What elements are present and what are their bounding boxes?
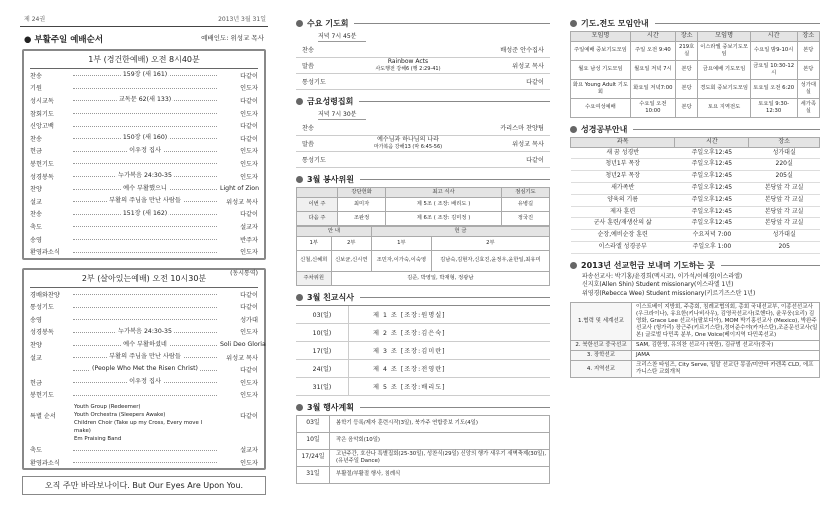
order-detail <box>73 134 217 142</box>
missionaries-list <box>570 273 820 299</box>
bible-row <box>571 182 820 194</box>
order-detail-text: 예수 부활하셨네 <box>123 340 167 348</box>
bible-row <box>571 218 820 230</box>
missionary-line: 신지호(Allen Shin) Student missionary(이스라엘 1년) <box>582 281 734 289</box>
meetings-row <box>571 41 820 60</box>
meetings-header: 시간 <box>750 32 797 42</box>
order-detail <box>73 238 217 240</box>
order-leader: 인도자 <box>240 392 258 400</box>
mission-row <box>571 361 820 378</box>
order-detail <box>73 461 217 463</box>
service2-title: 2부 (살아있는예배) 오전 10시30분 (동시통역) <box>30 270 258 288</box>
bible-cell: 주일오후12:45 <box>675 194 749 206</box>
order-leader: 인도자 <box>240 329 258 337</box>
event-row <box>297 415 550 432</box>
issue-date: 2013년 3월 31일 <box>218 16 266 23</box>
sermon-title: Rainbow Acts <box>387 58 429 65</box>
column-worship-order <box>20 0 268 495</box>
order-label: 설교 <box>30 354 42 362</box>
order-label: 성경봉독 <box>30 173 54 181</box>
order-label: 찬양 <box>30 186 42 194</box>
event-desc: 봄학기 등록/제자 훈련시작(3일), 북가주 연합중보 기도(4일) <box>330 415 550 432</box>
meetings-cell: 성가대실 <box>797 79 819 98</box>
meetings-cell: 본당 <box>797 41 819 60</box>
bible-cell: 본당앞 각 교실 <box>749 194 820 206</box>
order-detail-text: 151장 (새 162) <box>122 209 168 217</box>
worship-order-row <box>24 182 264 195</box>
meeting-label: 통성기도 <box>302 157 326 164</box>
meal-team: 제 1 조 [조장:원명실] <box>373 311 446 319</box>
order-leader: 다같이 <box>240 367 258 375</box>
bible-row <box>571 159 820 171</box>
bible-cell: 주일오후12:45 <box>675 147 749 159</box>
meeting-row <box>296 58 550 74</box>
event-date: 31일 <box>297 466 330 483</box>
order-leader: 다같이 <box>240 291 258 299</box>
order-leader: 인도자 <box>240 110 258 118</box>
meeting-row <box>296 152 550 168</box>
bible-cell: 주일오후12:45 <box>675 182 749 194</box>
meetings-section-title: 기도.전도 모임안내 <box>570 18 820 29</box>
meal-date: 03(일) <box>296 306 349 323</box>
meal-row <box>296 342 550 360</box>
fri-rows <box>296 120 550 168</box>
order-detail <box>73 340 217 348</box>
meetings-table <box>570 31 820 118</box>
meeting-label: 말씀 <box>302 63 314 70</box>
order-leader: Light of Zion <box>220 185 260 193</box>
order-leader: 위성교 목사 <box>226 198 258 206</box>
bible-study-table <box>570 137 820 254</box>
mission-section-title: 2013년 선교헌금 보내며 기도하는 곳 <box>570 260 820 271</box>
bible-header: 장소 <box>749 137 820 147</box>
order-detail <box>73 449 217 451</box>
usher-table: 안 내 헌 금 1부 2부 1부 2부 신철,신혜희 신보균,신시연 조민자,이가숙,이숙영 김남숙,김현자,신효진,윤정우,윤한일,최유미 주차위원 김준, 박영일, 박재형, 정광남 <box>296 226 550 286</box>
meeting-label: 찬송 <box>302 47 314 54</box>
order-detail <box>73 251 217 253</box>
meeting-leader: 다같이 <box>526 79 544 86</box>
meal-date: 10(일) <box>296 324 349 341</box>
bible-cell: 주일오후12:45 <box>675 206 749 218</box>
worship-order-row <box>24 119 264 132</box>
meeting-leader: 카리스마 찬양팀 <box>500 125 544 132</box>
bible-cell: 군사 훈련/재생산의 삶 <box>571 218 675 230</box>
meetings-header: 모임명 <box>571 32 631 42</box>
order-detail <box>73 197 217 205</box>
meetings-cell: 본당 <box>675 79 698 98</box>
meetings-header: 장소 <box>797 32 819 42</box>
worship-order-row <box>24 157 264 170</box>
bible-cell: 주일오후12:45 <box>675 159 749 171</box>
order-detail <box>73 172 217 180</box>
meetings-cell: 본당 <box>797 60 819 79</box>
worship-order-row <box>24 326 264 339</box>
meetings-cell: 화요 Young Adult 기도회 <box>571 79 631 98</box>
meal-date: 24(일) <box>296 360 349 377</box>
worship-order-row <box>24 107 264 120</box>
fri-section-title: 금요성령집회 <box>296 96 550 107</box>
order-detail <box>73 112 217 114</box>
order-detail <box>73 225 217 227</box>
event-desc: 고난주간, 호산나 특별집회(25-30일), 성찬식(29일) 신앙의 행가 새우기 새벽축제(30일), (유년주일 Dance) <box>330 449 550 466</box>
meal-row <box>296 306 550 324</box>
order-detail <box>73 394 217 396</box>
order-leader: 인도자 <box>240 160 258 168</box>
issue-number: 제 24권 <box>24 16 46 23</box>
order-detail-text: 예수 부활했으니 <box>123 184 167 192</box>
worship-order-row <box>24 82 264 95</box>
bible-cell: 이스라엘 성경공부 <box>571 241 675 253</box>
order-label: 축도 <box>30 447 42 455</box>
mission-table <box>570 302 820 378</box>
meetings-header: 시간 <box>630 32 675 42</box>
order-detail-text: 159장 (새 161) <box>122 71 168 79</box>
meal-team: 제 2 조 [조장:김은숙] <box>373 329 446 337</box>
column-info <box>570 0 820 378</box>
meal-team: 제 5 조 [조장:배리도] <box>373 383 446 391</box>
meeting-row <box>296 136 550 152</box>
order-detail <box>73 293 217 295</box>
meeting-label: 찬송 <box>302 125 314 132</box>
volunteer-table: 강단헌화 최고 식사 점심기도 이번 주 최미자 제 5조 ( 조장: 배리도 ) 유병길 다음 주 조완정 제 6조 ( 조장: 김미정 ) 정국진 <box>296 187 550 226</box>
order-detail <box>73 318 217 320</box>
motto-banner: 오직 주만 바라보나이다. But Our Eyes Are Upon You. <box>22 476 266 495</box>
event-row <box>297 466 550 483</box>
worship-order-row <box>24 288 264 301</box>
sermon-passage: 마가복음 강해13 (막 6:45-56) <box>373 143 443 150</box>
fri-time: 저녁 7시 30분 <box>318 109 366 120</box>
event-date: 03일 <box>297 415 330 432</box>
meal-list <box>296 305 550 396</box>
event-date: 10일 <box>297 432 330 449</box>
order-label: 경배와찬양 <box>30 291 60 299</box>
wed-time: 저녁 7시 45분 <box>318 31 366 42</box>
order-detail-text: 누가복음 24:30-35 <box>118 172 172 180</box>
meal-team: 제 4 조 [조장:전영란] <box>373 365 446 373</box>
mission-list: 크리스찬 타임즈, City Serve, 일알 선교단 몽골/미얀마 카렌족 CLD, 에프가니스탄 교회개척 <box>632 361 820 378</box>
meetings-row <box>571 98 820 117</box>
worship-order-row <box>24 443 264 456</box>
worship-order-row <box>24 208 264 221</box>
missionary-line: 파송선교사: 박기홍/윤경희(멕시코), 이가석/이해경(이스라엘) <box>582 272 743 280</box>
meetings-cell: 월요일 저녁 7시 <box>630 60 675 79</box>
worship-order-row <box>24 69 264 82</box>
events-table <box>296 415 550 484</box>
bible-row <box>571 206 820 218</box>
meetings-row <box>571 79 820 98</box>
bible-cell: 수요저녁 7:00 <box>675 230 749 242</box>
order-detail-text: 이우정 집사 <box>129 378 161 386</box>
order-detail <box>73 87 217 89</box>
bible-row <box>571 230 820 242</box>
column-meetings <box>296 0 550 484</box>
bible-cell: 220실 <box>749 159 820 171</box>
bible-cell: 본당앞 각 교실 <box>749 206 820 218</box>
meeting-leader: 다같이 <box>526 157 544 164</box>
event-date: 17/24일 <box>297 449 330 466</box>
meeting-row <box>296 74 550 90</box>
bible-header: 과목 <box>571 137 675 147</box>
worship-order-row <box>24 233 264 246</box>
meal-row <box>296 360 550 378</box>
bible-row <box>571 171 820 183</box>
order-label: 송영 <box>30 236 42 244</box>
meeting-row <box>296 42 550 58</box>
service1-box <box>22 49 266 260</box>
order-detail <box>73 125 217 127</box>
event-row <box>297 449 550 466</box>
easter-title: ● 부활주일 예배순서 예배인도: 위성교 목사 <box>24 34 264 45</box>
bible-header: 시간 <box>675 137 749 147</box>
worship-order-row <box>24 456 264 469</box>
worship-order-row <box>24 220 264 233</box>
meetings-header: 모임명 <box>698 32 750 42</box>
meetings-cell: 토요일 오전 6:20 <box>750 79 797 98</box>
order-detail-text: (People Who Met the Risen Christ) <box>92 364 198 372</box>
sermon-passage: 사도행전 강해6 (행 2:29-41) <box>375 65 441 72</box>
order-detail-text: 부활의 주님을 만난 사람들 <box>109 197 181 205</box>
bible-cell: 205실 <box>749 171 820 183</box>
meeting-leader: 위성교 목사 <box>512 63 544 70</box>
mission-row <box>571 303 820 341</box>
order-label: 헌금 <box>30 148 42 156</box>
mission-list: SAM, 김한영, 유의찬 선교사 (북한), 김규범 선교사(중국) <box>632 341 820 351</box>
meal-team: 제 3 조 [조장:김미란] <box>373 347 446 355</box>
order-leader: 인도자 <box>240 148 258 156</box>
order-leader: 반주자 <box>240 236 258 244</box>
meetings-header-row <box>571 32 820 42</box>
meetings-row <box>571 60 820 79</box>
order-label: 봉헌기도 <box>30 160 54 168</box>
meetings-cell: 금요예배 기도모임 <box>698 60 750 79</box>
order-detail <box>73 71 217 79</box>
meetings-cell: 이스라엘 중보기도모임 <box>698 41 750 60</box>
meetings-cell: 토요일 9:30-12:30 <box>750 98 797 117</box>
event-desc: 작은 음악회(10일) <box>330 432 550 449</box>
order-label: 성경봉독 <box>30 329 54 337</box>
order-leader: 인도자 <box>240 459 258 467</box>
wed-section-title: 수요 기도회 <box>296 18 550 29</box>
bible-cell: 205 <box>749 241 820 253</box>
order-label: 참회기도 <box>30 110 54 118</box>
order-label: 봉헌기도 <box>30 392 54 400</box>
event-row <box>297 432 550 449</box>
order-leader: 설교자 <box>240 223 258 231</box>
bible-cell: 새가족반 <box>571 182 675 194</box>
meetings-cell: 토요 지역전도 <box>698 98 750 117</box>
order-detail <box>73 146 217 154</box>
worship-order-row <box>24 170 264 183</box>
order-leader: 인도자 <box>240 85 258 93</box>
order-label: 찬송 <box>30 72 42 80</box>
mission-category: 4. 지역선교 <box>571 361 632 378</box>
special-program: 특별 순서 Youth Group (Redeemer) Youth Orchestra (Sleepers Awake) Children Choir (Take up my Cross, Every move I make) Em Praising Band 다같이 <box>30 404 258 443</box>
order-detail-text: 부활의 주님을 만난 사람들 <box>109 353 181 361</box>
order-label: 송영 <box>30 316 42 324</box>
order-detail-text: 교독문 62(새 133) <box>118 96 172 104</box>
order-leader: 인도자 <box>240 173 258 181</box>
order-detail-text: 이우정 집사 <box>129 146 161 154</box>
order-detail <box>73 364 217 372</box>
order-detail-text: 누가복음 24:30-35 <box>118 328 172 336</box>
worship-order-row <box>24 132 264 145</box>
meeting-leader: 위성교 목사 <box>512 141 544 148</box>
meetings-header: 장소 <box>675 32 698 42</box>
meeting-detail <box>332 137 484 150</box>
order-label: 통성기도 <box>30 304 54 312</box>
meetings-cell: 219호실 <box>675 41 698 60</box>
special-item: Youth Orchestra (Sleepers Awake) <box>74 412 166 419</box>
bible-cell: 본당앞 각 교실 <box>749 182 820 194</box>
meetings-cell: 세가족실 <box>797 98 819 117</box>
bible-section-title: 성경공부안내 <box>570 124 820 135</box>
order-detail <box>73 209 217 217</box>
order-leader: 다같이 <box>240 97 258 105</box>
order-leader: 성가대 <box>240 316 258 324</box>
meetings-cell: 주일예배 중보기도모임 <box>571 41 631 60</box>
order-leader: 다같이 <box>240 123 258 131</box>
worship-order-row <box>24 338 264 351</box>
mission-row <box>571 341 820 351</box>
mission-category: 1.협력 및 세계선교 <box>571 303 632 341</box>
order-label: 환영과소식 <box>30 249 60 257</box>
worship-order-row <box>24 301 264 314</box>
bible-cell: 본당앞 각 교실 <box>749 218 820 230</box>
meal-date: 31(일) <box>296 378 349 395</box>
order-label: 신앙고백 <box>30 123 54 131</box>
order-label: 성시교독 <box>30 97 54 105</box>
bible-cell: 순장,예비순장 훈련 <box>571 230 675 242</box>
meal-date: 17(일) <box>296 342 349 359</box>
order-detail <box>73 328 217 336</box>
worship-order-row <box>24 363 264 376</box>
bible-cell: 양육의 기름 <box>571 194 675 206</box>
meetings-cell: 경도회 중보기도모임 <box>698 79 750 98</box>
order-leader: 다같이 <box>240 304 258 312</box>
meeting-row <box>296 120 550 136</box>
order-label: 환영과소식 <box>30 459 60 467</box>
order-leader: 인도자 <box>240 379 258 387</box>
meeting-leader: 배성준 안수집사 <box>500 47 544 54</box>
meetings-cell: 수요일 밤9-10시 <box>750 41 797 60</box>
meetings-cell: 주일 오전 9:40 <box>630 41 675 60</box>
order-detail <box>73 162 217 164</box>
worship-order-row <box>24 94 264 107</box>
order-leader: 설교자 <box>240 447 258 455</box>
bible-cell: 성가대실 <box>749 230 820 242</box>
bible-cell: 새 꿈 성경반 <box>571 147 675 159</box>
bible-row <box>571 241 820 253</box>
events-section-title: 3월 행사계획 <box>296 402 550 413</box>
worship-order-row <box>24 145 264 158</box>
volunteer-section-title: 3월 봉사위원 <box>296 174 550 185</box>
special-item: Youth Group (Redeemer) <box>74 404 141 411</box>
order-label: 기원 <box>30 85 42 93</box>
meal-row <box>296 324 550 342</box>
mission-row <box>571 351 820 361</box>
order-detail <box>73 96 217 104</box>
mission-category: 2. 북한선교 중국선교 <box>571 341 632 351</box>
page-header <box>20 0 268 27</box>
meetings-cell: 수요일 오전 10:00 <box>630 98 675 117</box>
mission-category: 3. 장학선교 <box>571 351 632 361</box>
meeting-detail <box>332 59 484 72</box>
meeting-label: 말씀 <box>302 141 314 148</box>
order-leader: 다같이 <box>240 72 258 80</box>
meetings-cell: 수요여성예배 <box>571 98 631 117</box>
worship-order-row <box>24 376 264 389</box>
order-detail <box>73 378 217 386</box>
worship-order-row <box>24 313 264 326</box>
order-leader: Soli Deo Gloria <box>220 341 266 349</box>
bible-cell: 청년2부 목장 <box>571 171 675 183</box>
worship-order-row <box>24 195 264 208</box>
order-leader: 다같이 <box>240 135 258 143</box>
special-item: Em Praising Band <box>74 436 122 443</box>
bible-cell: 청년1부 목장 <box>571 159 675 171</box>
order-leader: 인도자 <box>240 249 258 257</box>
meal-row <box>296 378 550 396</box>
order-label: 설교 <box>30 198 42 206</box>
worship-order-row <box>24 389 264 402</box>
sermon-title: 예수님과 하나님의 나라 <box>377 136 439 143</box>
event-desc: 부활절/부활절 행사, 침례식 <box>330 466 550 483</box>
order-detail-text: 150장 (새 160) <box>122 134 168 142</box>
bible-row <box>571 147 820 159</box>
order-detail <box>73 184 217 192</box>
order-label: 찬양 <box>30 342 42 350</box>
service1-title: 1부 (경건한예배) 오전 8시40분 <box>30 51 258 69</box>
order-label: 축도 <box>30 223 42 231</box>
order-label: 헌금 <box>30 379 42 387</box>
meetings-cell: 월요 남성 기도모임 <box>571 60 631 79</box>
bible-cell: 주일오후12:45 <box>675 218 749 230</box>
order-detail <box>73 306 217 308</box>
meetings-cell: 본당 <box>675 98 698 117</box>
meetings-cell: 본당 <box>675 60 698 79</box>
bible-row <box>571 194 820 206</box>
order-leader: 다같이 <box>240 211 258 219</box>
mission-list: JAMA <box>632 351 820 361</box>
order-label: 찬송 <box>30 211 42 219</box>
worship-order-row <box>24 351 264 364</box>
order-leader: 위성교 목사 <box>226 354 258 362</box>
wed-rows <box>296 42 550 90</box>
bible-cell: 성가대실 <box>749 147 820 159</box>
bible-cell: 제자 훈련 <box>571 206 675 218</box>
meeting-label: 통성기도 <box>302 79 326 86</box>
meetings-cell: 화요일 저녁7:00 <box>630 79 675 98</box>
worship-order-row <box>24 245 264 258</box>
missionary-line: 위영경(Rebecca Wee) Student missionary(키르기즈스탄 1년) <box>582 289 756 297</box>
bible-header-row <box>571 137 820 147</box>
bible-cell: 주일오후12:45 <box>675 171 749 183</box>
order-detail <box>73 353 217 361</box>
meal-section-title: 3월 친교식사 <box>296 292 550 303</box>
bible-cell: 주일오후 1:00 <box>675 241 749 253</box>
meetings-cell: 금요일 10:30-12시 <box>750 60 797 79</box>
mission-list: 이스트베이 지방회, 주총회, 침례교협의회, 총회 국내선교부, 이종선선교사 (우크라이나), 유요한(키나비사우), 김영곡선교사(로헨다), 윤무웅(요리) 김영화, Grace Lee 선교사(팔보디아), MOM 박기홍선교사 (Mexico), 박완주선교사 (헝가리) 장근주(키르기스탄),정어준수야(카자스탄),조준문선교사(일본) 글로벌 다민족 분부, One Voice(베이지역 다민족선교) <box>632 303 820 341</box>
order-label: 찬송 <box>30 135 42 143</box>
service2-box <box>22 268 266 471</box>
special-item: Children Choir (Take up my Cross, Every move I make) <box>74 420 203 435</box>
